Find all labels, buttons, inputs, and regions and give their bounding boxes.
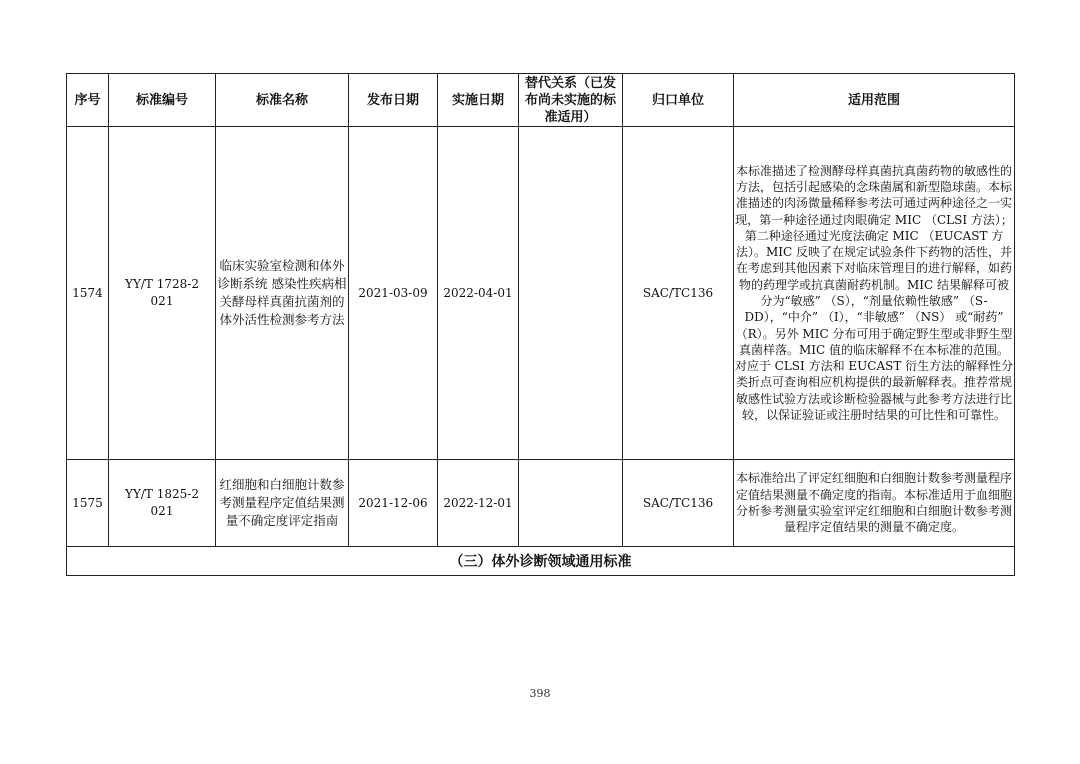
header-row [67,74,1015,127]
header-publish-date: 发布日期 [349,74,438,127]
table-row [67,460,1015,547]
header-name: 标准名称 [216,74,349,127]
header-seq: 序号 [67,74,109,127]
header-implement-date: 实施日期 [438,74,519,127]
header-replace: 替代关系（已发布尚未实施的标准适用） [519,74,623,127]
cell-code: YY/T 1825-2021 [109,460,216,547]
cell-seq: 1575 [67,460,109,547]
cell-code: YY/T 1728-2021 [109,127,216,460]
section-title: （三）体外诊断领域通用标准 [67,547,1015,576]
cell-scope: 本标准给出了评定红细胞和白细胞计数参考测量程序定值结果测量不确定度的指南。本标准适用于血细胞分析参考测量实验室评定红细胞和白细胞计数参考测量程序定值结果的测量不确定度。 [734,460,1015,547]
header-scope: 适用范围 [734,74,1015,127]
table-row [67,127,1015,460]
cell-publish-date: 2021-03-09 [349,127,438,460]
cell-name: 临床实验室检测和体外诊断系统 感染性疾病相关酵母样真菌抗菌剂的体外活性检测参考方法 [216,127,349,460]
cell-publish-date: 2021-12-06 [349,460,438,547]
cell-replace [519,460,623,547]
header-code: 标准编号 [109,74,216,127]
cell-replace [519,127,623,460]
cell-unit: SAC/TC136 [623,127,734,460]
header-unit: 归口单位 [623,74,734,127]
cell-implement-date: 2022-04-01 [438,127,519,460]
cell-name: 红细胞和白细胞计数参考测量程序定值结果测量不确定度评定指南 [216,460,349,547]
cell-unit: SAC/TC136 [623,460,734,547]
standards-table [66,73,1015,576]
page-number: 398 [529,687,551,700]
cell-seq: 1574 [67,127,109,460]
cell-scope: 本标准描述了检测酵母样真菌抗真菌药物的敏感性的方法，包括引起感染的念珠菌属和新型隐球菌。本标准描述的肉汤微量稀释参考法可通过两种途径之一实现，第一种途径通过肉眼确定 MIC （CLSI 方法）；第二种途径通过光度法确定 MIC （EUCAST 方法）。MIC 反映了在规定试验条件下药物的活性，并在考虑到其他因素下对临床管理目的进行解释，如药物的药理学或抗真菌耐药机制。MIC 结果解释可被分为“敏感” （S），“剂量依赖性敏感” （S-DD），“中介” （I），“非敏感” （NS） 或“耐药” （R）。另外 MIC 分布可用于确定野生型或非野生型真菌样落。MIC 值的临床解释不在本标准的范围。对应于 CLSI 方法和 EUCAST 衍生方法的解释性分类折点可查询相应机构提供的最新解释表。推荐常规敏感性试验方法或诊断检验器械与此参考方法进行比较，以保证验证或注册时结果的可比性和可靠性。 [734,127,1015,460]
cell-implement-date: 2022-12-01 [438,460,519,547]
section-row [67,547,1015,576]
